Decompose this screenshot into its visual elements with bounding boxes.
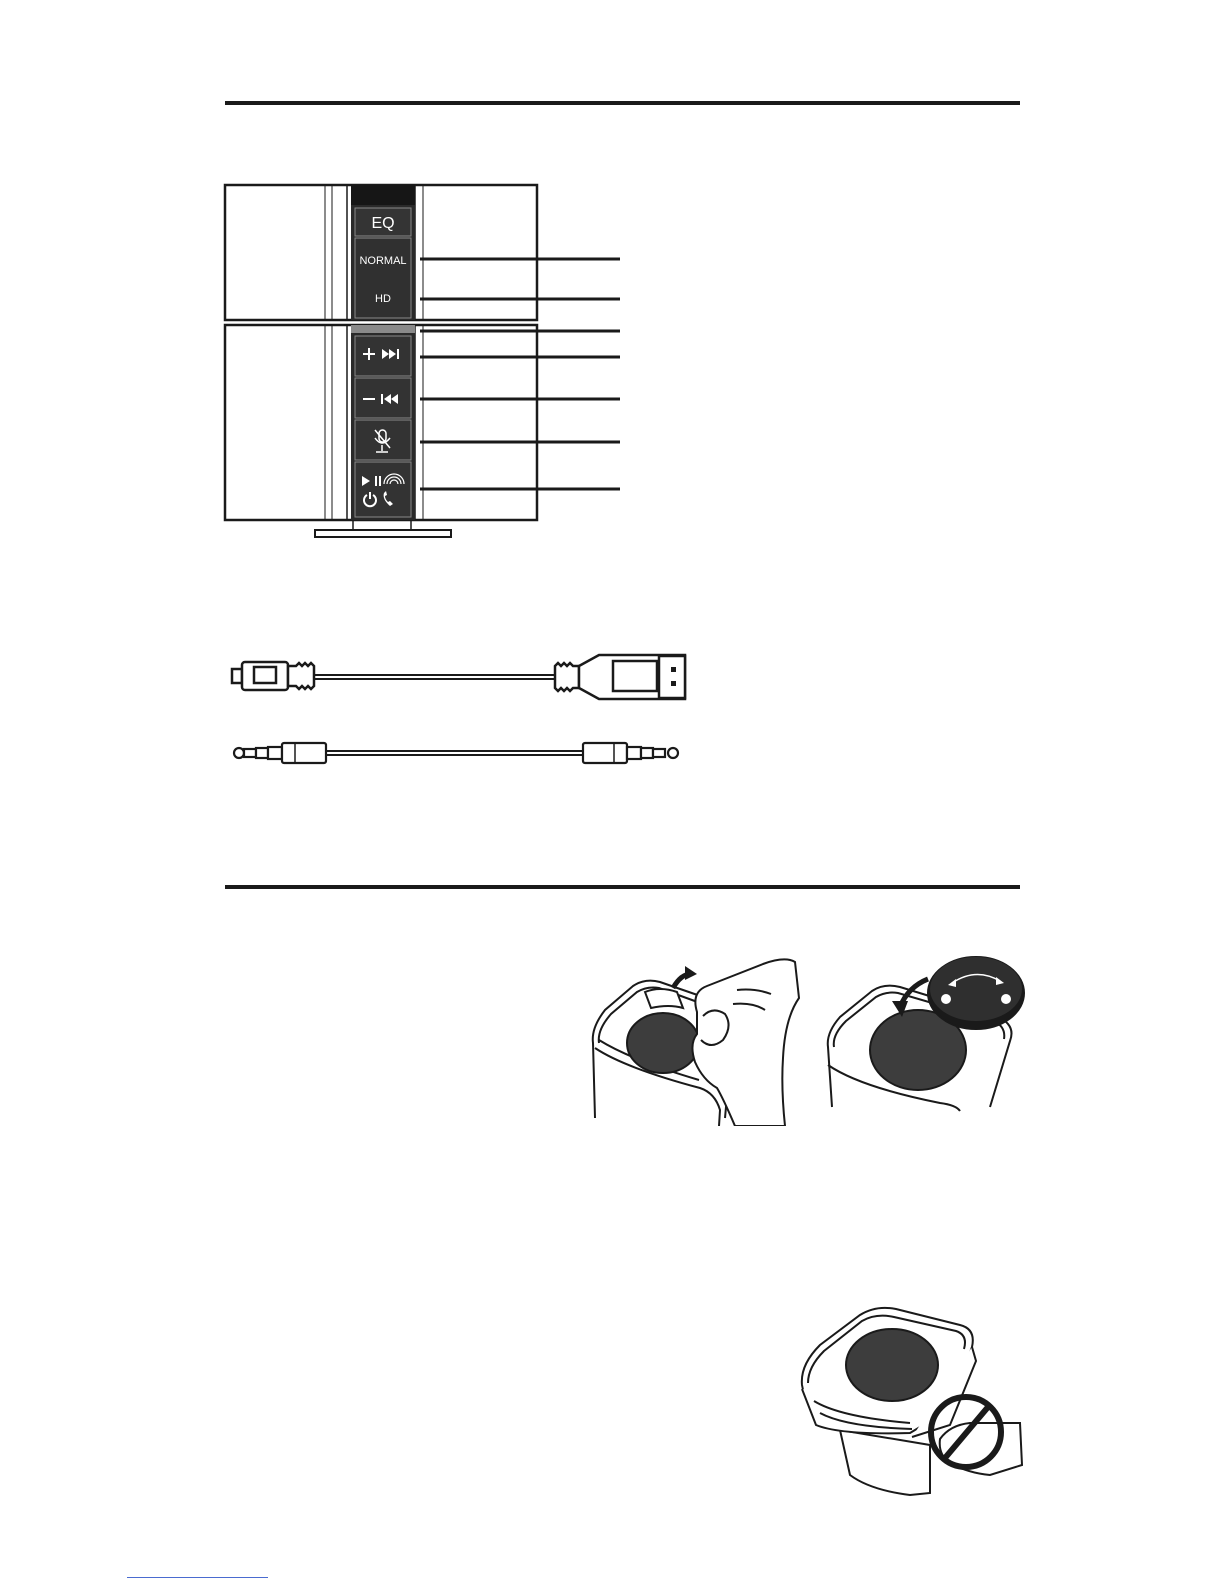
usb-cable-illustration [225, 648, 695, 706]
normal-label[interactable]: NORMAL [359, 255, 407, 267]
section-divider-middle [225, 885, 1020, 889]
do-not-touch-illustration [800, 1305, 1025, 1500]
speaker-control-diagram [220, 180, 630, 542]
footer-link-underline[interactable] [127, 1577, 268, 1578]
hd-label[interactable]: HD [375, 293, 391, 305]
audio-cable-illustration [225, 738, 695, 768]
peel-cover-illustration [585, 948, 800, 1126]
eq-label: EQ [371, 215, 395, 232]
section-divider-top [225, 101, 1020, 105]
attach-cap-illustration [820, 955, 1035, 1115]
twist-lock-cap-icon [928, 957, 1024, 1029]
speaker-base [315, 520, 451, 537]
